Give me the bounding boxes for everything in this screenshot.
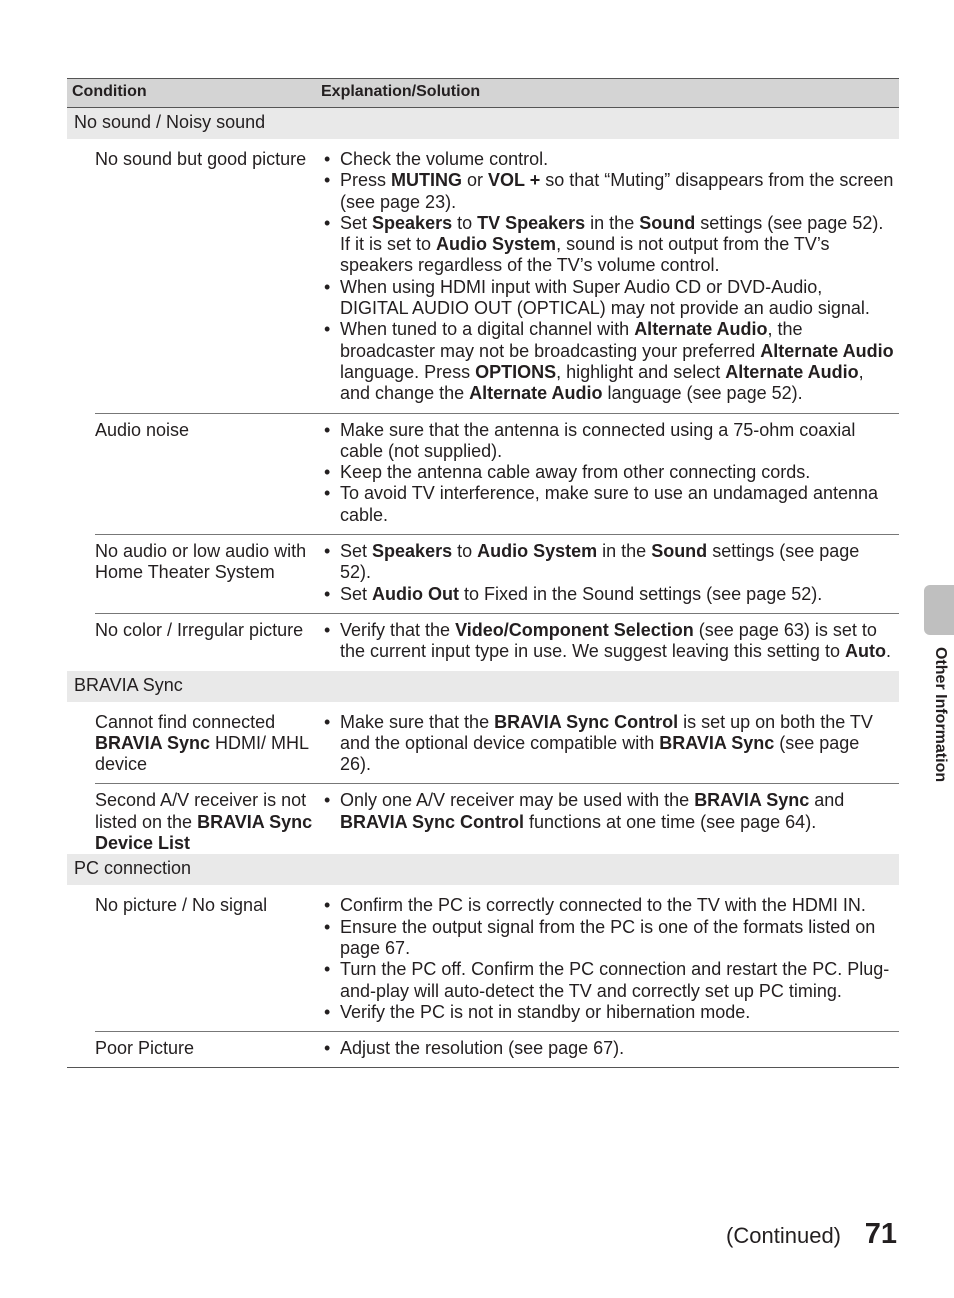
table-row	[67, 413, 899, 534]
condition-cell: Poor Picture	[95, 1038, 195, 1059]
solution-item: • When using HDMI input with Super Audio CD or DVD-Audio, DIGITAL AUDIO OUT (OPTICAL) may not provide an audio signal.	[322, 277, 895, 320]
condition-cell: No audio or low audio with Home Theater System	[95, 541, 307, 583]
table-row	[67, 613, 899, 671]
solution-item: • Check the volume control.	[322, 149, 895, 170]
row-divider	[95, 783, 899, 784]
section-title: PC connection	[74, 858, 192, 879]
solution-item: • Make sure that the BRAVIA Sync Control is set up on both the TV and the optional device compatible with BRAVIA Sync (see page 26).	[322, 712, 895, 776]
explanation-cell	[315, 613, 899, 671]
explanation-cell	[315, 888, 899, 1031]
row-divider	[95, 613, 899, 614]
condition-cell: No color / Irregular picture	[95, 619, 304, 640]
row-divider	[95, 1031, 899, 1032]
condition-cell: No sound but good picture	[95, 149, 307, 169]
condition-cell: Audio noise	[95, 419, 190, 440]
solution-list	[322, 790, 895, 833]
solution-item: • Verify the PC is not in standby or hibernation mode.	[322, 1002, 895, 1023]
table-row	[67, 885, 899, 1031]
solution-item: • When tuned to a digital channel with Alternate Audio, the broadcaster may not be broadcasting your preferred Alternate Audio language. Press OPTIONS, highlight and select Alternate Audio, and change the Alternate Audio language (see page 52).	[322, 319, 895, 404]
solution-item: • Verify that the Video/Component Selection (see page 63) is set to the current input type in use. We suggest leaving this setting to Auto.	[322, 620, 895, 663]
solution-item: • Turn the PC off. Confirm the PC connection and restart the PC. Plug-and-play will auto-detect the TV and correctly set up PC timing.	[322, 959, 895, 1002]
solution-item: • Set Speakers to Audio System in the Sound settings (see page 52).	[322, 541, 895, 584]
solution-item: • Set Audio Out to Fixed in the Sound settings (see page 52).	[322, 584, 895, 605]
table-row	[67, 783, 899, 854]
table-header	[67, 78, 899, 108]
solution-list	[322, 149, 895, 405]
explanation-cell	[315, 534, 899, 613]
solution-list	[322, 1038, 895, 1059]
table-row	[67, 139, 899, 413]
section-title: No sound / Noisy sound	[74, 112, 266, 132]
section-heading	[67, 671, 899, 702]
troubleshooting-table	[67, 78, 899, 1068]
solution-item: • Ensure the output signal from the PC is one of the formats listed on page 67.	[322, 917, 895, 960]
section-heading	[67, 108, 899, 139]
section-title: BRAVIA Sync	[74, 674, 183, 695]
explanation-cell	[315, 1031, 899, 1067]
side-tab-label: Other Information	[932, 647, 949, 783]
solution-item: • To avoid TV interference, make sure to use an undamaged antenna cable.	[322, 483, 895, 526]
row-divider	[95, 534, 899, 535]
solution-list	[322, 895, 895, 1023]
row-divider	[95, 413, 899, 414]
continued-label: (Continued)	[726, 1223, 841, 1248]
explanation-cell	[315, 413, 899, 534]
solution-list	[322, 420, 895, 526]
section-heading	[67, 854, 899, 885]
solution-item: • Only one A/V receiver may be used with the BRAVIA Sync and BRAVIA Sync Control functions at one time (see page 64).	[322, 790, 895, 833]
condition-cell: Second A/V receiver is not listed on the BRAVIA Sync Device List	[95, 790, 313, 854]
condition-cell: No picture / No signal	[95, 895, 268, 916]
side-tab-marker	[924, 585, 954, 635]
solution-item: • Confirm the PC is correctly connected to the TV with the HDMI IN.	[322, 895, 895, 916]
page-number: 71	[864, 1218, 897, 1250]
solution-list	[322, 620, 895, 663]
explanation-cell	[315, 783, 899, 854]
solution-list	[322, 712, 895, 776]
solution-item: • Make sure that the antenna is connected using a 75-ohm coaxial cable (not supplied).	[322, 420, 895, 463]
condition-cell: Cannot find connected BRAVIA Sync HDMI/ MHL device	[95, 711, 309, 775]
solution-item: • Keep the antenna cable away from other connecting cords.	[322, 462, 895, 483]
header-explanation: Explanation/Solution	[321, 83, 481, 100]
table-row	[67, 702, 899, 784]
table-row	[67, 534, 899, 613]
table-row	[67, 1031, 899, 1067]
explanation-cell	[315, 705, 899, 784]
table-body	[67, 108, 899, 1067]
solution-item: • Set Speakers to TV Speakers in the Sound settings (see page 52). If it is set to Audio System, sound is not output from the TV’s speakers regardless of the TV’s volume control.	[322, 213, 895, 277]
header-condition: Condition	[72, 83, 147, 100]
table-bottom-rule	[67, 1067, 899, 1068]
solution-item: • Adjust the resolution (see page 67).	[322, 1038, 895, 1059]
solution-list	[322, 541, 895, 605]
solution-item: • Press MUTING or VOL + so that “Muting” disappears from the screen (see page 23).	[322, 170, 895, 213]
explanation-cell	[315, 142, 899, 413]
